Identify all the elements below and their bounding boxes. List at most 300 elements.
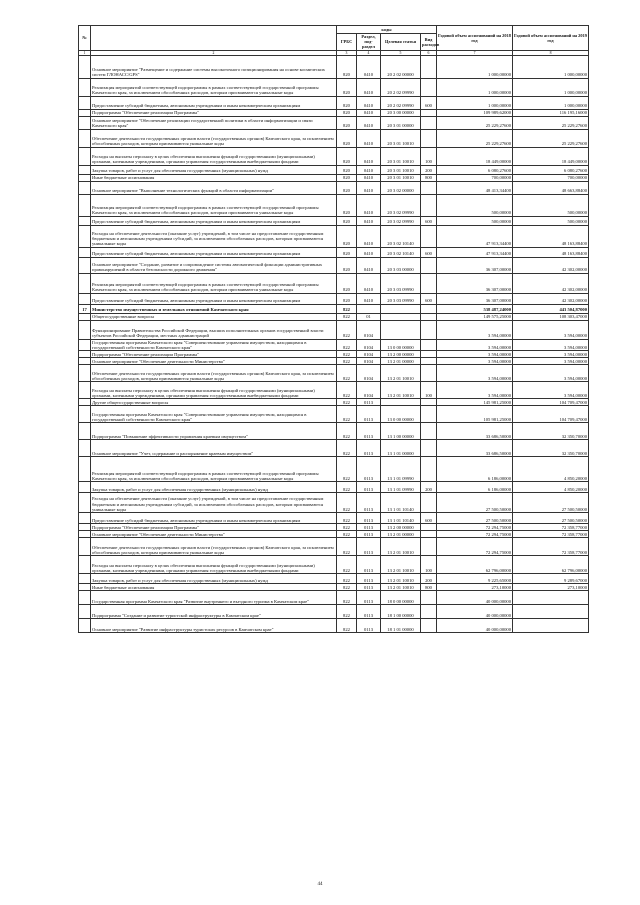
row-target: 13 0 00 00000: [381, 406, 421, 423]
row-amount-2019: 500,00000: [513, 194, 589, 216]
table-row: [79, 493, 589, 513]
header-no: №: [79, 26, 91, 51]
header-razdel: Раздел, под-раздел: [357, 34, 381, 51]
row-amount-2018: 3 594,00000: [437, 320, 513, 339]
row-vr: [421, 440, 437, 457]
row-grbs: 822: [337, 556, 357, 574]
row-vr: [421, 273, 437, 293]
row-name: Предоставление субсидий бюджетным, автономным учреждениям и иным некоммерческим организациям: [91, 216, 337, 225]
row-number: [79, 365, 91, 382]
row-amount-2019: 25 229,27600: [513, 129, 589, 147]
row-amount-2018: 500,00000: [437, 216, 513, 225]
row-number: [79, 556, 91, 574]
row-target: 13 2 01 10010: [381, 574, 421, 584]
row-razdel: 0113: [357, 619, 381, 633]
row-amount-2019: 1 000,00000: [513, 96, 589, 109]
table-row: [79, 440, 589, 457]
row-amount-2019: 25 229,27600: [513, 116, 589, 129]
row-number: [79, 423, 91, 440]
row-razdel: 0410: [357, 273, 381, 293]
table-row: [79, 273, 589, 293]
row-number: [79, 129, 91, 147]
table-row: [79, 605, 589, 619]
table-row: [79, 399, 589, 406]
row-number: [79, 78, 91, 96]
row-grbs: 822: [337, 574, 357, 584]
row-number: [79, 358, 91, 365]
row-razdel: 0113: [357, 440, 381, 457]
table-row: [79, 96, 589, 109]
row-amount-2018: 3 594,00000: [437, 358, 513, 365]
table-row: [79, 457, 589, 482]
header-target: Целевая статья: [381, 34, 421, 51]
row-grbs: 822: [337, 524, 357, 531]
row-amount-2018: 6 186,00000: [437, 457, 513, 482]
row-number: [79, 457, 91, 482]
row-vr: [421, 524, 437, 531]
row-name: Подпрограмма "Повышение эффективности управления краевым имуществом": [91, 423, 337, 440]
row-razdel: 0104: [357, 351, 381, 358]
row-razdel: 0104: [357, 365, 381, 382]
row-target: 20 2 02 09990: [381, 96, 421, 109]
row-amount-2019: 6 080,27600: [513, 165, 589, 174]
row-target: 13 1 01 09990: [381, 482, 421, 493]
row-amount-2018: 145 981,25000: [437, 399, 513, 406]
row-amount-2018: 1 000,00000: [437, 55, 513, 78]
row-vr: [421, 365, 437, 382]
row-amount-2019: [513, 605, 589, 619]
row-name: Функционирование Правительства Российской Федерации, высших исполнительных органов государственной власти субъектов Российской Федерации, местных администраций: [91, 320, 337, 339]
row-vr: 100: [421, 147, 437, 165]
row-amount-2018: 3 594,00000: [437, 365, 513, 382]
table-row: [79, 556, 589, 574]
row-vr: [421, 493, 437, 513]
row-target: 13 1 01 10140: [381, 513, 421, 524]
row-amount-2018: 25 229,27600: [437, 129, 513, 147]
row-vr: [421, 538, 437, 556]
row-amount-2018: 40 000,00000: [437, 605, 513, 619]
row-vr: [421, 109, 437, 116]
row-grbs: 822: [337, 440, 357, 457]
row-number: [79, 493, 91, 513]
row-razdel: 0410: [357, 78, 381, 96]
row-razdel: 0113: [357, 457, 381, 482]
row-vr: [421, 591, 437, 605]
row-target: 13 1 01 09990: [381, 457, 421, 482]
row-number: [79, 181, 91, 194]
row-target: 20 3 02 09990: [381, 194, 421, 216]
row-razdel: 0113: [357, 399, 381, 406]
row-name: Предоставление субсидий бюджетным, автономным учреждениям и иным некоммерческим организациям: [91, 247, 337, 257]
row-grbs: 820: [337, 293, 357, 304]
row-amount-2018: 72 294,75000: [437, 531, 513, 538]
row-vr: [421, 339, 437, 350]
row-vr: 200: [421, 165, 437, 174]
row-number: [79, 605, 91, 619]
row-target: 18 1 01 00000: [381, 619, 421, 633]
table-row: [79, 225, 589, 247]
row-amount-2019: 700,00000: [513, 174, 589, 181]
row-number: [79, 273, 91, 293]
row-amount-2018: 25 229,27600: [437, 116, 513, 129]
row-number: [79, 147, 91, 165]
table-row: [79, 351, 589, 358]
table-row: [79, 165, 589, 174]
table-row: [79, 482, 589, 493]
row-amount-2018: 1 000,00000: [437, 78, 513, 96]
table-row: [79, 382, 589, 399]
header-year-2018: Годовой объем ассигнований на 2018 год: [437, 26, 513, 51]
row-amount-2019: 3 594,00000: [513, 382, 589, 399]
row-vr: 100: [421, 382, 437, 399]
table-row: [79, 216, 589, 225]
row-target: 20 3 02 00000: [381, 181, 421, 194]
row-razdel: 0410: [357, 293, 381, 304]
row-amount-2019: 4 850,20000: [513, 482, 589, 493]
row-vr: 800: [421, 174, 437, 181]
row-amount-2018: 6 186,00000: [437, 482, 513, 493]
row-amount-2018: 3 594,00000: [437, 382, 513, 399]
table-row: [79, 365, 589, 382]
table-body: [79, 50, 589, 632]
row-number: [79, 339, 91, 350]
row-grbs: 822: [337, 493, 357, 513]
table-row: [79, 320, 589, 339]
row-name: Предоставление субсидий бюджетным, автономным учреждениям и иным некоммерческим организациям: [91, 96, 337, 109]
row-razdel: 0113: [357, 524, 381, 531]
row-vr: [421, 116, 437, 129]
row-razdel: 0410: [357, 181, 381, 194]
row-amount-2018: 47 913,34400: [437, 225, 513, 247]
row-amount-2018: 500,00000: [437, 194, 513, 216]
row-razdel: 0113: [357, 574, 381, 584]
row-razdel: 0113: [357, 482, 381, 493]
row-target: 13 2 01 00000: [381, 358, 421, 365]
row-razdel: 0410: [357, 165, 381, 174]
row-number: [79, 531, 91, 538]
row-target: [381, 399, 421, 406]
row-name: Закупка товаров, работ и услуг для обеспечения государственных (муниципальных) нужд: [91, 482, 337, 493]
row-number: [79, 619, 91, 633]
row-amount-2019: 1 000,00000: [513, 55, 589, 78]
row-number: [79, 247, 91, 257]
row-grbs: 822: [337, 304, 357, 313]
row-grbs: 820: [337, 216, 357, 225]
table-row: [79, 591, 589, 605]
row-grbs: 822: [337, 591, 357, 605]
row-amount-2019: 72 358,77000: [513, 524, 589, 531]
row-vr: [421, 313, 437, 320]
row-razdel: 0104: [357, 320, 381, 339]
row-amount-2019: 104 709,47000: [513, 399, 589, 406]
row-grbs: 820: [337, 247, 357, 257]
row-number: [79, 116, 91, 129]
row-vr: 600: [421, 513, 437, 524]
row-target: 13 2 00 00000: [381, 351, 421, 358]
row-amount-2019: 72 358,77000: [513, 538, 589, 556]
row-amount-2018: 40 000,00000: [437, 591, 513, 605]
table-row: [79, 147, 589, 165]
row-target: 13 1 01 00000: [381, 440, 421, 457]
row-grbs: 822: [337, 605, 357, 619]
row-amount-2019: 4 850,20000: [513, 457, 589, 482]
column-index: 3: [337, 50, 357, 55]
row-number: [79, 216, 91, 225]
row-number: [79, 165, 91, 174]
row-target: 20 3 02 10140: [381, 247, 421, 257]
row-name: Иные бюджетные ассигнования: [91, 584, 337, 591]
row-razdel: 0104: [357, 339, 381, 350]
row-grbs: 822: [337, 584, 357, 591]
row-razdel: 0410: [357, 109, 381, 116]
row-vr: [421, 181, 437, 194]
table-row: [79, 116, 589, 129]
row-target: 18 0 00 00000: [381, 591, 421, 605]
row-target: 20 3 02 10140: [381, 225, 421, 247]
row-amount-2018: 538 487,24000: [437, 304, 513, 313]
row-amount-2019: 32 350,70000: [513, 440, 589, 457]
row-number: [79, 482, 91, 493]
row-grbs: 820: [337, 257, 357, 273]
row-grbs: 820: [337, 96, 357, 109]
row-number: [79, 174, 91, 181]
row-amount-2018: 36 307,00000: [437, 273, 513, 293]
row-target: 13 2 01 10010: [381, 584, 421, 591]
table-row: [79, 304, 589, 313]
row-grbs: 820: [337, 147, 357, 165]
row-razdel: 0410: [357, 129, 381, 147]
row-name: Подпрограмма "Обеспечение реализации Программы": [91, 109, 337, 116]
row-grbs: 822: [337, 619, 357, 633]
row-number: [79, 382, 91, 399]
row-razdel: 0410: [357, 257, 381, 273]
column-index: 1: [79, 50, 91, 55]
row-vr: 600: [421, 247, 437, 257]
row-grbs: 822: [337, 320, 357, 339]
row-razdel: 0410: [357, 55, 381, 78]
row-target: 13 2 01 10010: [381, 365, 421, 382]
table-row: [79, 531, 589, 538]
row-name: Государственная программа Камчатского края "Развитие внутреннего и въездного туризма в Камчатском крае": [91, 591, 337, 605]
table-row: [79, 293, 589, 304]
table-row: [79, 423, 589, 440]
row-name: Государственная программа Камчатского края "Совершенствование управления имуществом, находящимся в государственной собственности Камчатского края": [91, 406, 337, 423]
row-number: [79, 320, 91, 339]
row-amount-2018: 3 594,00000: [437, 339, 513, 350]
row-target: 20 3 00 00000: [381, 109, 421, 116]
row-number: [79, 406, 91, 423]
row-amount-2019: 62 796,00000: [513, 556, 589, 574]
row-vr: 100: [421, 556, 437, 574]
row-amount-2019: [513, 591, 589, 605]
row-grbs: 822: [337, 313, 357, 320]
table-row: [79, 406, 589, 423]
row-grbs: 822: [337, 351, 357, 358]
row-name: Основное мероприятие "Выполнение технологических функций в области информатизации": [91, 181, 337, 194]
row-number: [79, 538, 91, 556]
row-amount-2019: 3 594,00000: [513, 358, 589, 365]
row-target: 20 3 01 10010: [381, 165, 421, 174]
row-target: 18 1 00 00000: [381, 605, 421, 619]
row-vr: 200: [421, 482, 437, 493]
row-grbs: 822: [337, 358, 357, 365]
row-razdel: 0104: [357, 382, 381, 399]
row-amount-2019: 42 302,00000: [513, 273, 589, 293]
row-grbs: 820: [337, 181, 357, 194]
row-grbs: 820: [337, 129, 357, 147]
row-target: 13 1 01 10140: [381, 493, 421, 513]
table-row: [79, 538, 589, 556]
row-amount-2019: 116 195,16000: [513, 109, 589, 116]
header-year-2019: Годовой объем ассигнований на 2019 год: [513, 26, 589, 51]
row-razdel: 0410: [357, 147, 381, 165]
row-target: 20 3 02 09990: [381, 216, 421, 225]
row-razdel: 0113: [357, 531, 381, 538]
row-vr: [421, 304, 437, 313]
row-razdel: 0104: [357, 358, 381, 365]
table-row: [79, 513, 589, 524]
row-amount-2018: 72 294,75000: [437, 524, 513, 531]
row-amount-2018: 273,10000: [437, 584, 513, 591]
row-number: [79, 574, 91, 584]
row-razdel: 0113: [357, 591, 381, 605]
row-grbs: 820: [337, 174, 357, 181]
table-row: [79, 339, 589, 350]
row-razdel: 0410: [357, 116, 381, 129]
row-amount-2019: 3 594,00000: [513, 365, 589, 382]
header-codes: коды: [337, 26, 437, 34]
row-razdel: 0410: [357, 194, 381, 216]
row-amount-2018: 105 981,25000: [437, 406, 513, 423]
row-amount-2019: 3 594,00000: [513, 351, 589, 358]
row-grbs: 822: [337, 365, 357, 382]
row-vr: [421, 406, 437, 423]
row-amount-2019: 108 303,47000: [513, 313, 589, 320]
row-target: 20 2 02 00000: [381, 55, 421, 78]
row-name: Расходы на обеспечение деятельности (оказание услуг) учреждений, в том числе на предоставление государственным бюджетным и автономным учреждениям субсидий, за исключением обособленных расходов, которым присваиваются уникальные коды: [91, 225, 337, 247]
row-vr: [421, 399, 437, 406]
row-amount-2019: 443 504,87000: [513, 304, 589, 313]
row-number: 17: [79, 304, 91, 313]
row-grbs: 822: [337, 538, 357, 556]
row-razdel: 0113: [357, 513, 381, 524]
row-name: Иные бюджетные ассигнования: [91, 174, 337, 181]
row-vr: [421, 194, 437, 216]
row-vr: [421, 320, 437, 339]
row-vr: 600: [421, 293, 437, 304]
row-number: [79, 313, 91, 320]
row-amount-2019: [513, 619, 589, 633]
row-target: 13 2 01 10010: [381, 382, 421, 399]
row-amount-2019: 3 594,00000: [513, 339, 589, 350]
row-name: Подпрограмма "Обеспечение реализации Программы": [91, 351, 337, 358]
row-number: [79, 513, 91, 524]
row-grbs: 820: [337, 116, 357, 129]
row-grbs: 822: [337, 513, 357, 524]
row-amount-2018: 48 413,34400: [437, 181, 513, 194]
row-razdel: 0113: [357, 538, 381, 556]
column-index: 6: [421, 50, 437, 55]
row-razdel: 0113: [357, 556, 381, 574]
row-amount-2018: 149 575,25000: [437, 313, 513, 320]
row-name: Государственная программа Камчатского края "Совершенствование управления имуществом, находящимся в государственной собственности Камчатского края": [91, 339, 337, 350]
row-grbs: 820: [337, 273, 357, 293]
row-vr: [421, 257, 437, 273]
table-row: [79, 619, 589, 633]
row-amount-2019: 500,00000: [513, 216, 589, 225]
table-row: [79, 358, 589, 365]
table-row: [79, 129, 589, 147]
table-row: [79, 313, 589, 320]
row-number: [79, 194, 91, 216]
row-amount-2019: 27 500,50000: [513, 513, 589, 524]
row-amount-2019: 18 449,00000: [513, 147, 589, 165]
page-number: 44: [317, 882, 323, 887]
row-amount-2019: 3 594,00000: [513, 320, 589, 339]
row-name: Реализация мероприятий соответствующей подпрограммы в рамках соответствующей государственной программы Камчатского края, за исключением обособленных расходов, которым присваиваются уникальные коды: [91, 194, 337, 216]
header-vr: Вид расходов: [421, 34, 437, 51]
row-name: Закупка товаров, работ и услуг для обеспечения государственных (муниципальных) нужд: [91, 165, 337, 174]
table-row: [79, 55, 589, 78]
table-row: [79, 194, 589, 216]
row-amount-2018: 700,00000: [437, 174, 513, 181]
row-number: [79, 293, 91, 304]
row-target: 13 0 00 00000: [381, 339, 421, 350]
row-target: 20 3 01 10010: [381, 174, 421, 181]
row-vr: [421, 225, 437, 247]
header-grbs: ГРБС: [337, 34, 357, 51]
table-row: [79, 174, 589, 181]
row-razdel: 0113: [357, 584, 381, 591]
row-amount-2019: 48 163,88400: [513, 225, 589, 247]
row-name: Расходы на обеспечение деятельности (оказание услуг) учреждений, в том числе на предоставление государственным бюджетным и автономным учреждениям субсидий, за исключением обособленных расходов, которым присваиваются уникальные коды: [91, 493, 337, 513]
row-number: [79, 96, 91, 109]
row-vr: [421, 423, 437, 440]
row-amount-2018: 33 686,50000: [437, 423, 513, 440]
row-vr: [421, 619, 437, 633]
row-name: Подпрограмма "Создание и развитие туристской инфраструктуры в Камчатском крае": [91, 605, 337, 619]
row-vr: [421, 605, 437, 619]
row-amount-2019: 32 350,70000: [513, 423, 589, 440]
row-name: Реализация мероприятий соответствующей подпрограммы в рамках соответствующей государственной программы Камчатского края, за исключением обособленных расходов, которым присваиваются уникальные коды: [91, 457, 337, 482]
row-razdel: 0410: [357, 225, 381, 247]
row-grbs: 820: [337, 55, 357, 78]
row-vr: 800: [421, 584, 437, 591]
row-target: 13 2 00 00000: [381, 524, 421, 531]
row-name: Предоставление субсидий бюджетным, автономным учреждениям и иным некоммерческим организациям: [91, 293, 337, 304]
column-index: 5: [381, 50, 421, 55]
row-name: Расходы на выплаты персоналу в целях обеспечения выполнения функций государственными (муниципальными) органами, казенными учреждениями, органами управления государственными внебюджетными фондами: [91, 147, 337, 165]
row-grbs: 822: [337, 457, 357, 482]
row-amount-2018: 9 225,65000: [437, 574, 513, 584]
row-razdel: 0113: [357, 423, 381, 440]
row-grbs: 822: [337, 482, 357, 493]
row-number: [79, 225, 91, 247]
row-target: [381, 320, 421, 339]
row-razdel: 0410: [357, 216, 381, 225]
row-name: Основное мероприятие "Обеспечение деятельности Министерства": [91, 531, 337, 538]
row-name: Основное мероприятие "Развитие инфраструктуры туристских ресурсов в Камчатском крае": [91, 619, 337, 633]
row-target: 20 3 01 00000: [381, 116, 421, 129]
row-razdel: [357, 304, 381, 313]
row-vr: 200: [421, 574, 437, 584]
row-razdel: 0113: [357, 406, 381, 423]
row-amount-2018: 27 500,50000: [437, 513, 513, 524]
row-target: 20 3 03 09990: [381, 293, 421, 304]
row-vr: 600: [421, 96, 437, 109]
row-amount-2019: 48 663,88400: [513, 181, 589, 194]
row-name: Министерство имущественных и земельных отношений Камчатского края: [91, 304, 337, 313]
